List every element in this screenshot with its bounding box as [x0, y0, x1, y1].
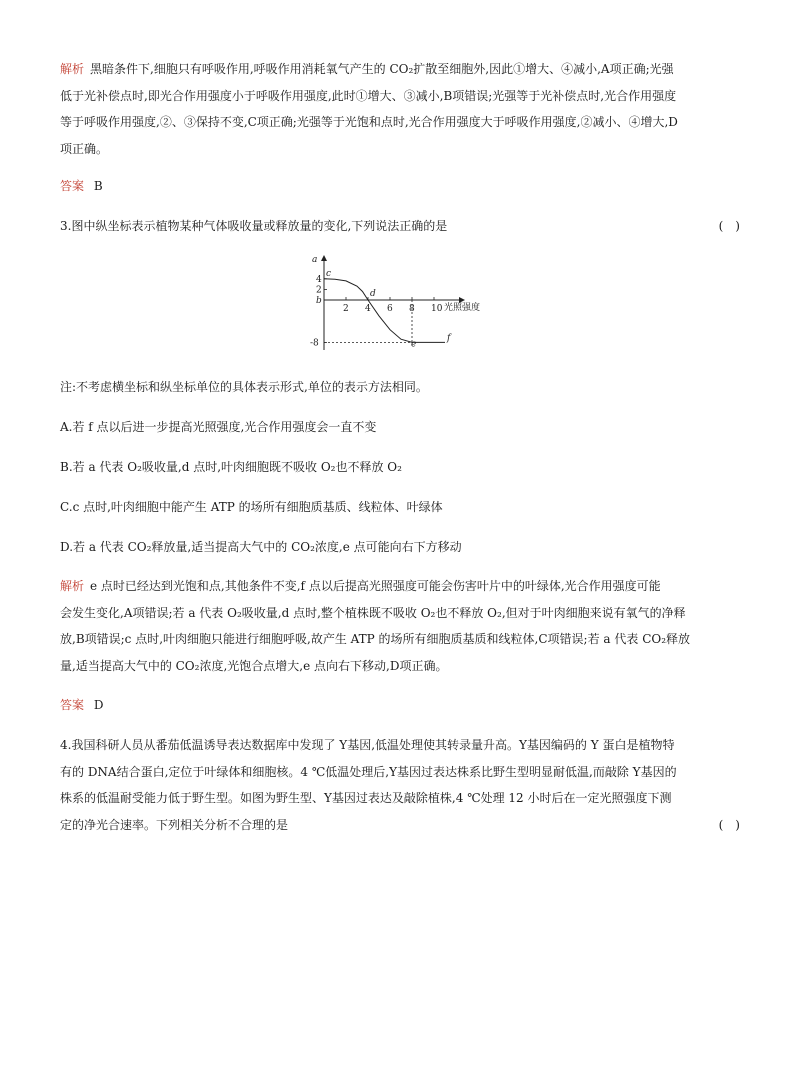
answer-label: 答案 [60, 698, 85, 712]
question-3-stem [60, 213, 740, 240]
x-tick-label: 8 [409, 304, 415, 314]
point-label-d: d [370, 289, 376, 299]
x-axis-label: 光照强度 [444, 303, 481, 313]
x-tick-label: 10 [431, 304, 443, 314]
answer-value: D [93, 698, 104, 712]
option-b: B.若 a 代表 O₂吸收量,d 点时,叶肉细胞既不吸收 O₂也不释放 O₂ [60, 460, 402, 474]
analysis-line: 等于呼吸作用强度,②、③保持不变,C项正确;光强等于光饱和点时,光合作用强度大于呼吸作用强度,②减小、④增大,D [60, 115, 678, 129]
y-tick-label: 2 [316, 285, 322, 296]
answer-blank: ( ) [718, 817, 740, 832]
x-tick-label: 2 [343, 304, 349, 314]
question-4-line: 株系的低温耐受能力低于野生型。如图为野生型、Y基因过表达及敲除植株,4 ℃处理 12 小时后在一定光照强度下测 [60, 791, 672, 805]
analysis-line: 低于光补偿点时,即光合作用强度小于呼吸作用强度,此时①增大、③减小,B项错误;光强等于光补偿点时,光合作用强度 [60, 88, 677, 103]
answer-label: 答案 [60, 179, 85, 193]
point-label-f: f [447, 333, 451, 344]
analysis-line: 量,适当提高大气中的 CO₂浓度,光饱合点增大,e 点向右下移动,D项正确。 [60, 658, 448, 673]
y-axis-label: a [312, 255, 318, 265]
option-d: D.若 a 代表 CO₂释放量,适当提高大气中的 CO₂浓度,e 点可能向右下方移动 [60, 540, 462, 554]
analysis-line: 放,B项错误;c 点时,叶肉细胞只能进行细胞呼吸,故产生 ATP 的场所有细胞质基质和线粒体,C项错误;若 a 代表 CO₂释放 [60, 632, 691, 646]
analysis-text: e 点时已经达到光饱和点,其他条件不变,f 点以后提高光照强度可能会伤害叶片中的叶绿体,光合作用强度可能 [90, 579, 661, 593]
question-4-line: 定的净光合速率。下列相关分析不合理的是 ( ) [60, 812, 740, 839]
answer-value: B [93, 179, 103, 193]
analysis-label: 解析 [60, 579, 85, 593]
analysis-block-1 [60, 56, 740, 162]
analysis-text: 黑暗条件下,细胞只有呼吸作用,呼吸作用消耗氧气产生的 CO₂扩散至细胞外,因此①增大、④减小,A项正确;光强 [90, 62, 674, 76]
analysis-line: 会发生变化,A项错误;若 a 代表 O₂吸收量,d 点时,整个植株既不吸收 O₂也不释放 O₂,但对于叶肉细胞来说有氧气的净释 [60, 605, 686, 620]
answer-blank: ( ) [718, 219, 740, 233]
x-tick-label: 6 [387, 304, 393, 314]
analysis-line: 项正确。 [60, 141, 109, 156]
question-3-text: 3.图中纵坐标表示植物某种气体吸收量或释放量的变化,下列说法正确的是 [60, 219, 448, 233]
chart-svg [300, 250, 500, 360]
y-tick-label: b [316, 296, 322, 306]
light-intensity-chart [300, 250, 500, 360]
option-c: C.c 点时,叶肉细胞中能产生 ATP 的场所有细胞质基质、线粒体、叶绿体 [60, 500, 443, 514]
analysis-block-2 [60, 573, 740, 679]
question-3-note: 注:不考虑横坐标和纵坐标单位的具体表示形式,单位的表示方法相同。 [60, 380, 428, 394]
answer-block-2 [60, 692, 740, 719]
option-a: A.若 f 点以后进一步提高光照强度,光合作用强度会一直不变 [60, 420, 377, 434]
question-4-line: 4.我国科研人员从番茄低温诱导表达数据库中发现了 Y基因,低温处理使其转录量升高。Y基因编码的 Y 蛋白是植物特 [60, 738, 675, 752]
analysis-line [60, 573, 740, 600]
question-4 [60, 732, 740, 838]
x-tick-label: 4 [365, 304, 371, 314]
y-tick-label: -8 [310, 338, 319, 349]
analysis-label: 解析 [60, 62, 85, 76]
point-label-c: c [326, 268, 332, 279]
point-label-e: e [411, 339, 417, 350]
answer-block-1 [60, 173, 740, 200]
question-4-line: 有的 DNA结合蛋白,定位于叶绿体和细胞核。4 ℃低温处理后,Y基因过表达株系比野生型明显耐低温,而敲除 Y基因的 [60, 764, 677, 779]
analysis-line [60, 56, 740, 83]
y-tick-label: 4 [316, 274, 322, 285]
